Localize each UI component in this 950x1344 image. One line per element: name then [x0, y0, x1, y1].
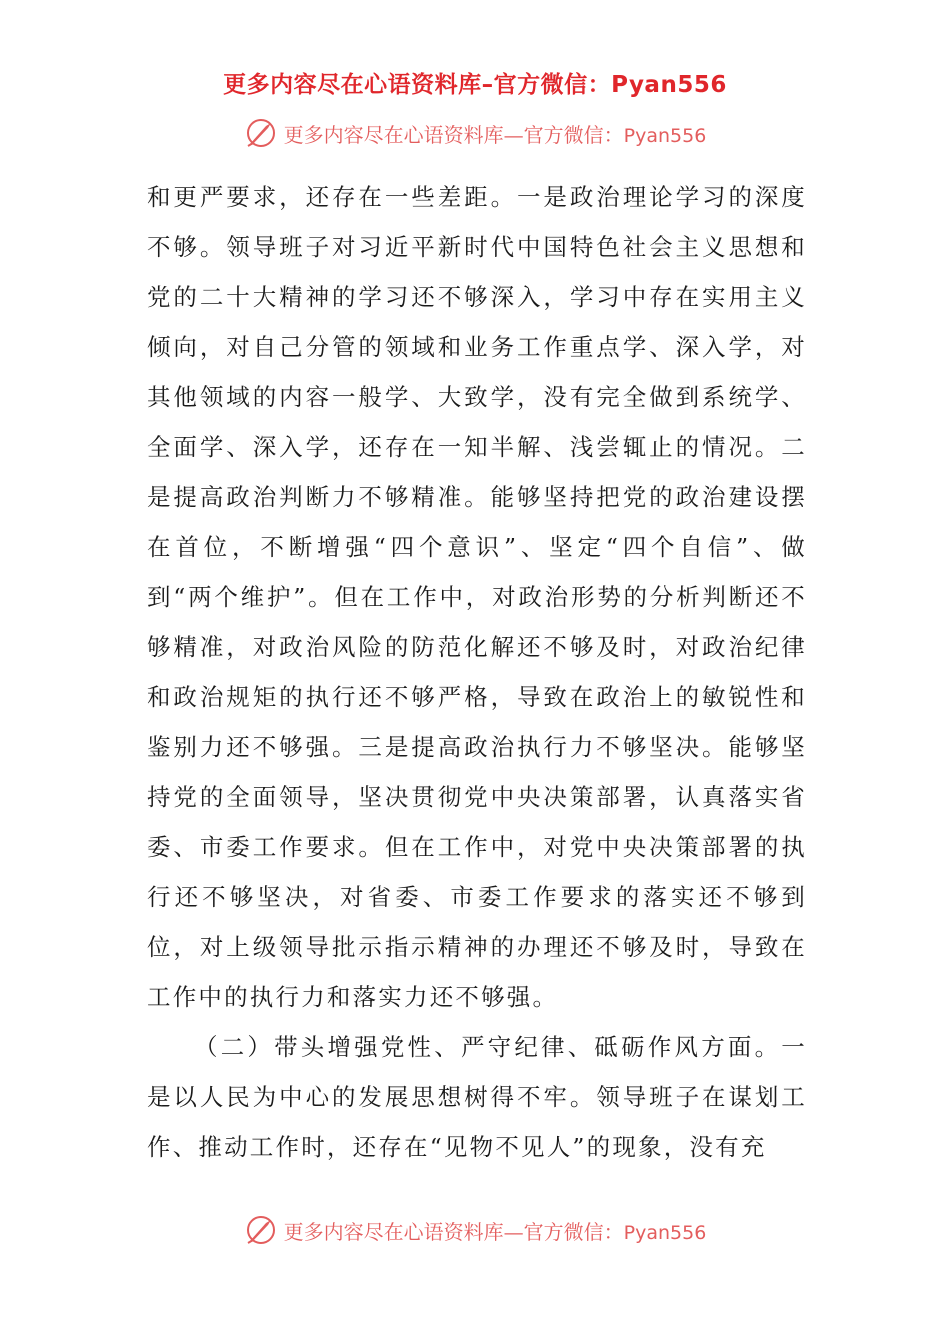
pen-nib-circle-icon — [244, 116, 278, 150]
watermark-text-cn: 更多内容尽在心语资料库—官方微信： — [283, 1219, 624, 1244]
watermark-top — [0, 116, 950, 150]
watermark-text — [284, 1216, 707, 1245]
watermark-text-latin: Pyan556 — [623, 124, 707, 147]
watermark-text — [284, 119, 707, 148]
top-banner: 更多内容尽在心语资料库–官方微信：Pyan556 — [223, 72, 727, 98]
watermark-bottom — [0, 1213, 950, 1247]
watermark-text-latin: Pyan556 — [623, 1221, 707, 1244]
paragraph: （二）带头增强党性、严守纪律、砥砺作风方面。一是以人民为中心的发展思想树得不牢。领导班子在谋划工作、推动工作时，还存在“见物不见人”的现象，没有充 — [147, 1033, 807, 1161]
document-body — [147, 172, 807, 1172]
pen-nib-circle-icon — [244, 1213, 278, 1247]
paragraph: 和更严要求，还存在一些差距。一是政治理论学习的深度不够。领导班子对习近平新时代中国特色社会主义思想和党的二十大精神的学习还不够深入，学习中存在实用主义倾向，对自己分管的领域和业务工作重点学、深入学，对其他领域的内容一般学、大致学，没有完全做到系统学、全面学、深入学，还存在一知半解、浅尝辄止的情况。二是提高政治判断力不够精准。能够坚持把党的政治建设摆在首位，不断增强“四个意识”、坚定“四个自信”、做到“两个维护”。但在工作中，对政治形势的分析判断还不够精准，对政治风险的防范化解还不够及时，对政治纪律和政治规矩的执行还不够严格，导致在政治上的敏锐性和鉴别力还不够强。三是提高政治执行力不够坚决。能够坚持党的全面领导，坚决贯彻党中央决策部署，认真落实省委、市委工作要求。但在工作中，对党中央决策部署的执行还不够坚决，对省委、市委工作要求的落实还不够到位，对上级领导批示指示精神的办理还不够及时，导致在工作中的执行力和落实力还不够强。 — [147, 183, 807, 1011]
watermark-text-cn: 更多内容尽在心语资料库—官方微信： — [283, 122, 624, 147]
